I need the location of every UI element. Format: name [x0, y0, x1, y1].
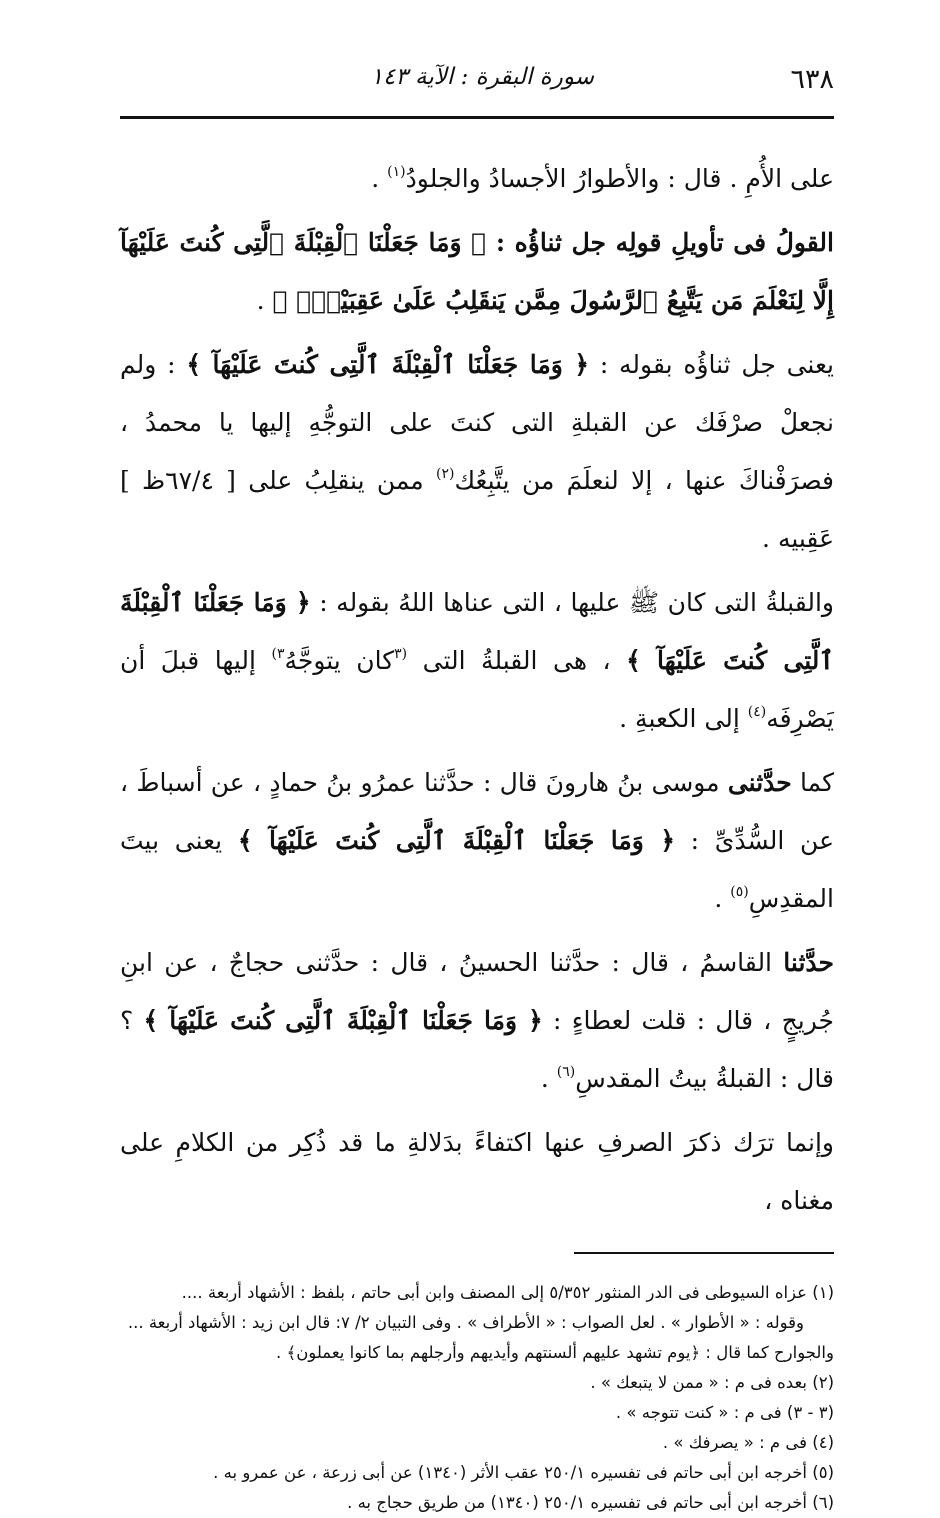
page-header: [120, 0, 834, 118]
text: يعنى جل ثناؤُه بقوله :: [589, 350, 834, 379]
narration-keyword: حدَّثنا: [783, 948, 834, 977]
footnotes: [120, 1278, 834, 1518]
quran-verse: ﴿ وَمَا جَعَلْنَا ٱلْقِبْلَةَ ٱلَّتِى كُنتَ عَلَيْهَآ ﴾: [237, 826, 675, 855]
text: على الأُمِ . قال : والأطوارُ الأجسادُ والجلودُ: [405, 164, 834, 193]
footnote-1: (١) عزاه السيوطى فى الدر المنثور ٥/٣٥٢ إلى المصنف وابن أبى حاتم ، بلفظ : الأشهاد أربعة ....: [181, 1283, 834, 1302]
header-rule: [120, 116, 834, 119]
running-title: سورة البقرة : الآية ١٤٣: [370, 64, 594, 90]
text: كما: [791, 768, 835, 797]
footnote-1-cont: والجوارح كما قال : ﴿يوم تشهد عليهم ألسنتهم وأيديهم وأرجلهم بما كانوا يعملون﴾ .: [276, 1343, 834, 1362]
paragraph-4: [120, 574, 834, 748]
text: يعنى بيتَ المقدِسِ: [120, 826, 834, 913]
footnote-ref-4: (٤): [747, 703, 767, 720]
quran-verse: ﴿ وَمَا جَعَلْنَا ٱلْقِبْلَةَ ٱلَّتِى كُنتَ عَلَيْهَآ ﴾: [120, 588, 835, 675]
footnote-ref-3-open: (٣: [394, 645, 408, 662]
paragraph-3: [120, 336, 834, 568]
section-heading: القولُ فى تأويلِ قولِه جل ثناؤُه :: [486, 228, 834, 257]
paragraph-6: [120, 934, 834, 1108]
footnote-3: (٣ - ٣) فى م : « كنت تتوجه » .: [615, 1403, 834, 1422]
narration-keyword: حدَّثنى: [727, 768, 792, 797]
paragraph-7: وإنما ترَك ذكرَ الصرفِ عنها اكتفاءً بدَلالةِ ما قد ذُكِر من الكلامِ على مغناه ،: [120, 1128, 834, 1215]
footnote-ref-5: (٥): [730, 883, 749, 900]
text: القاسمُ ، قال : حدَّثنا الحسينُ ، قال : حدَّثنى حجاجٌ ، عن ابنِ جُريجٍ ، قال : قلت لعطاءٍ :: [120, 948, 834, 1035]
footnote-5: (٥) أخرجه ابن أبى حاتم فى تفسيره ٢٥٠/١ عقب الأثر (١٣٤٠) عن أبى زرعة ، عن عمرو به .: [213, 1463, 834, 1482]
text: كان يتوجَّهُ: [284, 646, 395, 675]
text: : ولم نجعلْ صرْفَك عن القبلةِ التى كنتَ على التوجُّهِ إليها يا محمدُ ، فصرَفْناكَ عنها ، إلا لنعلَمَ من يتَّبِعُك: [120, 350, 834, 495]
footnote-ref-6: (٦): [556, 1063, 576, 1080]
text: .: [540, 1064, 557, 1093]
footnote-ref-1: (١): [387, 163, 406, 180]
text: .: [371, 164, 388, 193]
text: موسى بنُ هارونَ قال : حدَّثنا عمرُو بنُ حمادٍ ، عن أسباطَ ، عن السُّدِّىِّ :: [120, 768, 834, 855]
text: .: [256, 286, 273, 315]
footnote-ref-2: (٢): [436, 465, 455, 482]
quran-verse: ﴿ وَمَا جَعَلْنَا ٱلْقِبْلَةَ ٱلَّتِى كُنتَ عَلَيْهَآ ﴾: [143, 1006, 543, 1035]
text: ، هى القبلةُ التى: [407, 646, 627, 675]
text: والقبلةُ التى كان ﷺ عليها ، التى عناها اللهُ بقوله :: [310, 588, 835, 617]
footnote-2: (٢) بعده فى م : « ممن لا يتبعك » .: [590, 1373, 834, 1392]
paragraph-1: [120, 150, 834, 208]
footnote-1-cont: وقوله : « الأطوار » . لعل الصواب : « الأطراف » . وفى التبيان ٢/ ٧: قال ابن زيد : الأشهاد أربعة ...: [127, 1313, 804, 1332]
footnote-6: (٦) أخرجه ابن أبى حاتم فى تفسيره ٢٥٠/١ (١٣٤٠) من طريق حجاج به .: [347, 1493, 834, 1512]
main-text: [120, 118, 834, 1230]
text: ممن ينقلِبُ على [ ٦٧/٤ظ ] عَقِبيه .: [120, 466, 834, 553]
text: ؟ قال : القبلةُ بيتُ المقدسِ: [120, 1006, 834, 1093]
footnote-ref-3-close: ٣): [271, 645, 285, 662]
footnote-rule: [574, 1252, 834, 1254]
quran-verse: ﴿ وَمَا جَعَلْنَا ٱلْقِبْلَةَ ٱلَّتِى كُنتَ عَلَيْهَآ ﴾: [186, 350, 590, 379]
page-number: ٦٣٨: [790, 64, 834, 95]
text: إليها قبلَ أن يَصْرِفَه: [120, 646, 834, 733]
text: .: [714, 884, 731, 913]
footnote-4: (٤) فى م : « يصرفك » .: [662, 1433, 834, 1452]
text: إلى الكعبةِ .: [619, 704, 748, 733]
quran-verse: ﴿ وَمَا جَعَلْنَا ٱلْقِبْلَةَ ٱلَّتِى كُنتَ عَلَيْهَآ إِلَّا لِنَعْلَمَ مَن يَتَّبِعُ ٱلرَّسُولَ مِمَّن يَنقَلِبُ عَلَىٰ عَقِبَيْهِۚ ﴾: [120, 228, 834, 315]
paragraph-5: [120, 754, 834, 928]
paragraph-2: [120, 214, 834, 330]
